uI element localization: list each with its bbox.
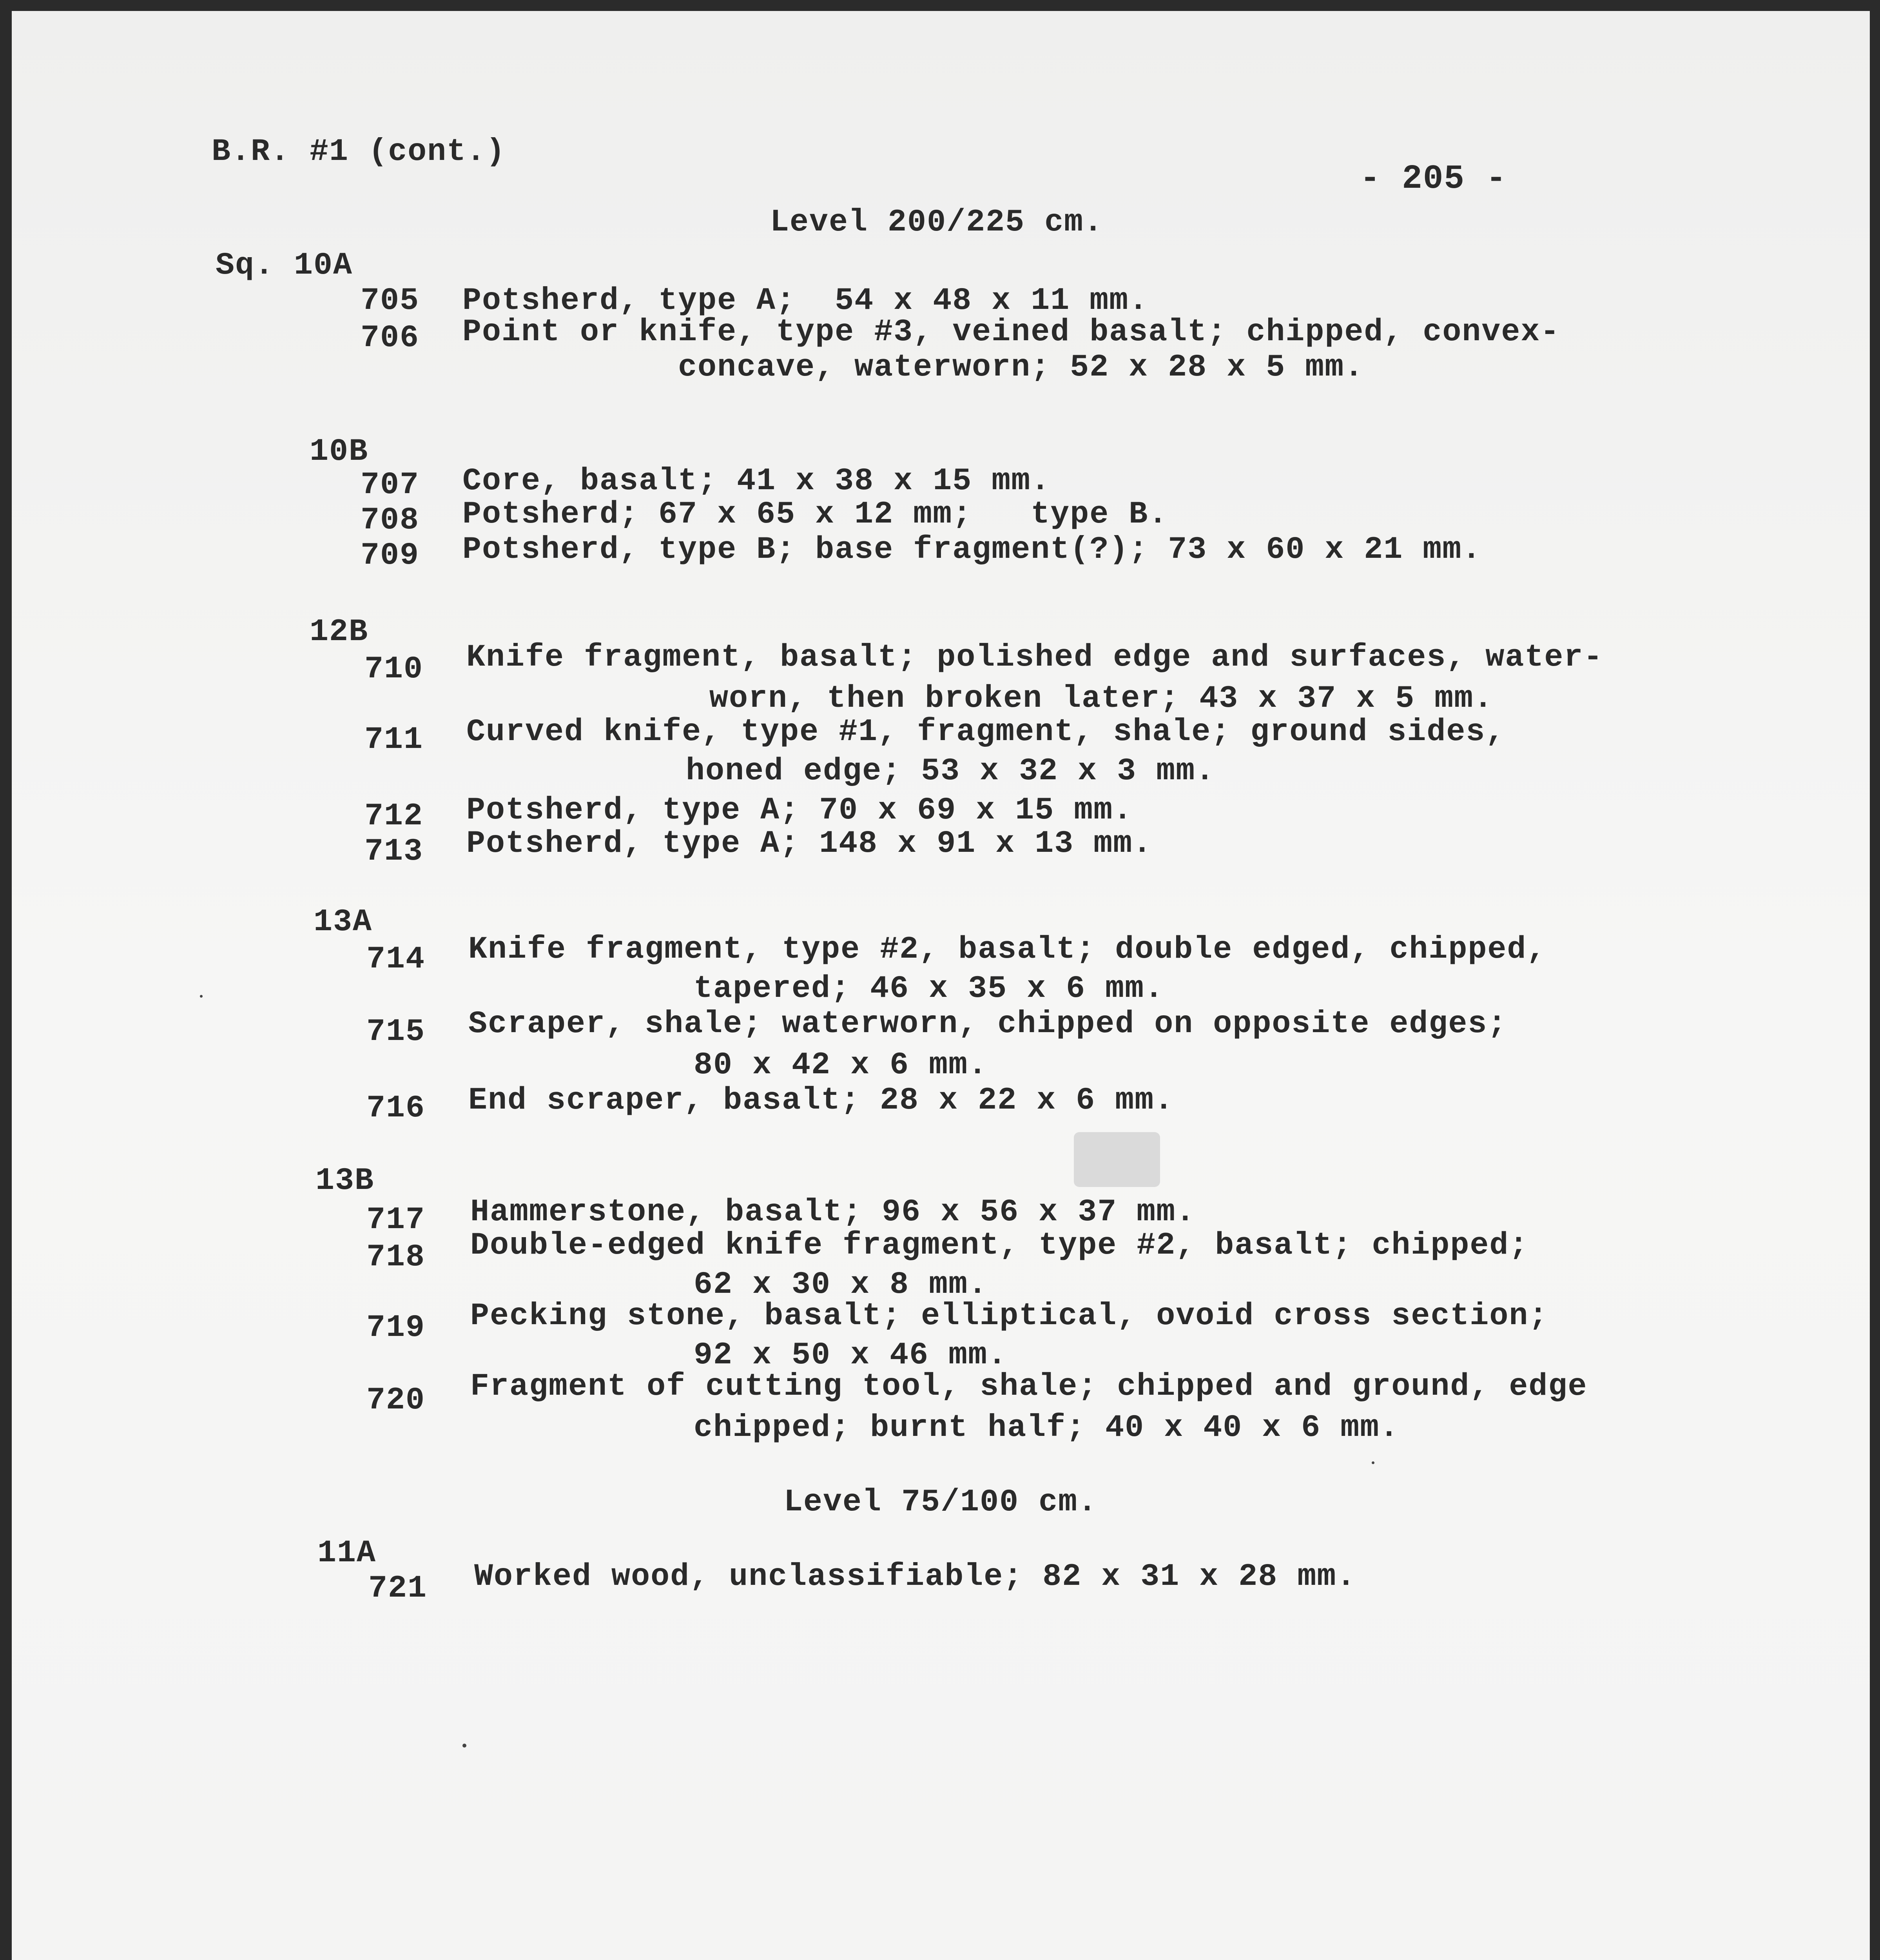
page-number: - 205 - (1360, 160, 1507, 198)
paper-smudge (1074, 1132, 1160, 1187)
catalog-number: 714 (366, 942, 425, 977)
catalog-number: 716 (366, 1091, 425, 1126)
entry-line: Knife fragment, type #2, basalt; double edged, chipped, (468, 932, 1546, 967)
level-heading: Level 75/100 cm. (784, 1485, 1098, 1520)
catalog-number: 713 (364, 834, 423, 869)
catalog-number: 720 (366, 1383, 425, 1418)
entry-line: Fragment of cutting tool, shale; chipped and ground, edge (470, 1369, 1588, 1405)
entry-line: Potsherd, type A; 148 x 91 x 13 mm. (466, 826, 1153, 862)
catalog-number: 721 (368, 1571, 427, 1606)
speck (200, 995, 203, 998)
catalog-number: 705 (360, 283, 419, 319)
square-label: 13A (314, 904, 373, 940)
entry-line: Scraper, shale; waterworn, chipped on opposite edges; (468, 1006, 1507, 1042)
entry-line: 92 x 50 x 46 mm. (694, 1338, 1008, 1373)
entry-line: Curved knife, type #1, fragment, shale; ground sides, (466, 714, 1505, 750)
square-label: 12B (310, 614, 369, 650)
catalog-number: 706 (360, 320, 419, 356)
square-label: 11A (317, 1535, 377, 1571)
entry-line: Worked wood, unclassifiable; 82 x 31 x 28 mm. (474, 1559, 1356, 1595)
entry-line: End scraper, basalt; 28 x 22 x 6 mm. (468, 1083, 1174, 1118)
entry-line: tapered; 46 x 35 x 6 mm. (694, 971, 1164, 1007)
entry-line: 62 x 30 x 8 mm. (694, 1267, 988, 1303)
entry-line: Point or knife, type #3, veined basalt; chipped, convex- (462, 314, 1560, 350)
square-label: Sq. 10A (216, 248, 353, 283)
entry-line: honed edge; 53 x 32 x 3 mm. (686, 753, 1215, 789)
catalog-number: 719 (366, 1310, 425, 1346)
level-heading: Level 200/225 cm. (770, 205, 1104, 240)
entry-line: Potsherd, type A; 70 x 69 x 15 mm. (466, 793, 1133, 828)
square-label: 10B (310, 434, 369, 470)
catalog-number: 707 (360, 467, 419, 503)
catalog-number: 708 (360, 503, 419, 538)
catalog-number: 710 (364, 652, 423, 687)
catalog-number: 717 (366, 1202, 425, 1238)
entry-line: Core, basalt; 41 x 38 x 15 mm. (462, 463, 1051, 499)
entry-line: concave, waterworn; 52 x 28 x 5 mm. (678, 350, 1364, 385)
speck (462, 1744, 466, 1748)
speck (1372, 1461, 1374, 1464)
entry-line: 80 x 42 x 6 mm. (694, 1047, 988, 1083)
catalog-number: 715 (366, 1014, 425, 1050)
entry-line: Double-edged knife fragment, type #2, basalt; chipped; (470, 1228, 1529, 1263)
square-label: 13B (315, 1163, 375, 1199)
catalog-number: 718 (366, 1240, 425, 1275)
catalog-number: 712 (364, 799, 423, 834)
entry-line: Potsherd; 67 x 65 x 12 mm; type B. (462, 497, 1168, 532)
entry-line: chipped; burnt half; 40 x 40 x 6 mm. (694, 1410, 1400, 1446)
entry-line: Pecking stone, basalt; elliptical, ovoid cross section; (470, 1298, 1548, 1334)
entry-line: Hammerstone, basalt; 96 x 56 x 37 mm. (470, 1194, 1196, 1230)
header-left: B.R. #1 (cont.) (212, 134, 506, 170)
entry-line: Potsherd, type A; 54 x 48 x 11 mm. (462, 283, 1149, 319)
entry-line: Potsherd, type B; base fragment(?); 73 x 60 x 21 mm. (462, 532, 1482, 568)
entry-line: worn, then broken later; 43 x 37 x 5 mm. (709, 681, 1494, 717)
entry-line: Knife fragment, basalt; polished edge and surfaces, water- (466, 640, 1603, 675)
catalog-number: 709 (360, 538, 419, 573)
catalog-number: 711 (364, 722, 423, 758)
